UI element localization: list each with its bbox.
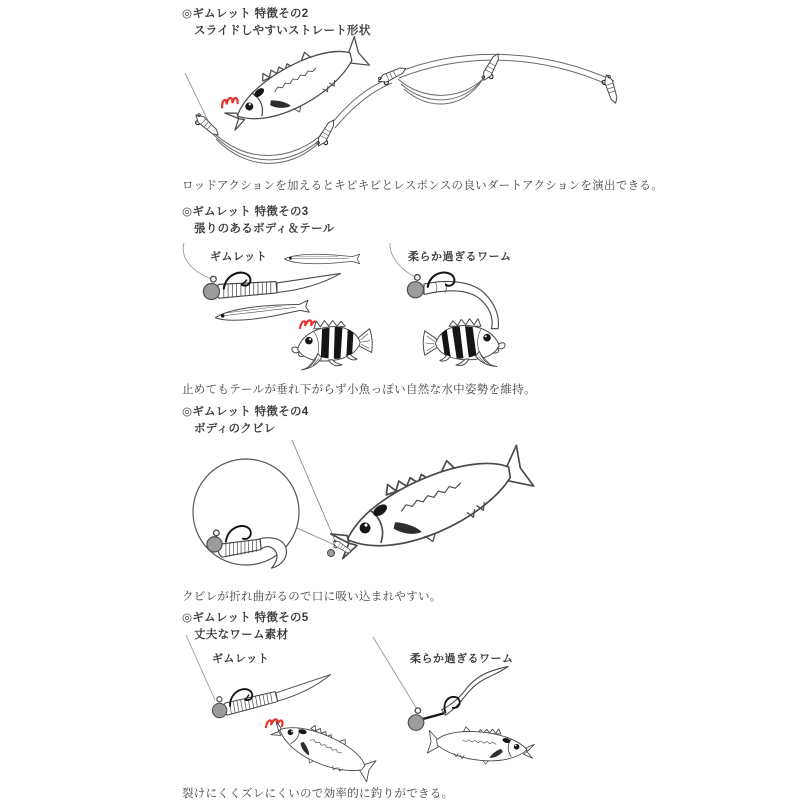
lure-icon [480, 52, 503, 83]
biting-fish-icon [322, 432, 539, 577]
lure-icon [315, 118, 339, 149]
baitfish-icon [284, 254, 359, 264]
label-gimlet: ギムレット [212, 653, 270, 665]
callout-line [292, 440, 336, 543]
heading-line2: 丈夫なワーム素材 [194, 629, 289, 641]
gimlet-jighead-icon [210, 674, 335, 719]
rockfish-icon [290, 316, 375, 370]
strike-mark-icon [266, 719, 283, 727]
jighead-ball-icon [328, 550, 335, 557]
heading-line1: ◎ギムレット 特徴その3 [182, 206, 309, 218]
lure-icon [600, 73, 619, 105]
label-gimlet: ギムレット [210, 251, 268, 263]
kubire-closeup-illustration [180, 440, 620, 585]
section-feature3-heading [182, 204, 334, 238]
heading-line1: ◎ギムレット 特徴その5 [182, 612, 309, 624]
dart-action-illustration [180, 45, 620, 175]
leader-line [183, 243, 212, 279]
heading-line1: ◎ギムレット 特徴その2 [182, 8, 309, 20]
section-feature2-heading [182, 6, 371, 40]
leader-line [373, 637, 417, 709]
heading-line2: ボディのクビレ [194, 423, 276, 435]
section-feature4-caption: クビレが折れ曲がるので口に吸い込まれやすい。 [182, 591, 442, 603]
heading-line1: ◎ギムレット 特徴その4 [182, 406, 309, 418]
section-feature4-heading [182, 404, 309, 438]
section-feature3-caption: 止めてもテールが垂れ下がらず小魚っぽい自然な水中姿勢を維持。 [182, 384, 536, 396]
strike-mark-icon [221, 97, 239, 108]
baitfish-icon [215, 300, 310, 323]
heading-line2: 張りのあるボディ＆テール [194, 223, 335, 235]
heading-line2: スライドしやすいストレート形状 [194, 25, 371, 37]
chasing-fish-icon [217, 27, 374, 143]
leader-line [186, 635, 215, 700]
gimlet-jighead-icon [203, 273, 340, 300]
torn-worm-jighead-icon [408, 666, 508, 730]
section-feature5-caption: 裂けにくくズレにくいので効率的に釣りができる。 [182, 788, 454, 800]
section-feature2-caption: ロッドアクションを加えるとキビキビとレスポンスの良いダートアクションを演出できる。 [182, 180, 664, 192]
label-too-soft-worm: 柔らか過ぎるワーム [408, 251, 512, 263]
label-too-soft-worm: 柔らか過ぎるワーム [410, 653, 514, 665]
soft-worm-jighead-icon [407, 273, 498, 329]
attacking-fish-icon [427, 723, 536, 768]
